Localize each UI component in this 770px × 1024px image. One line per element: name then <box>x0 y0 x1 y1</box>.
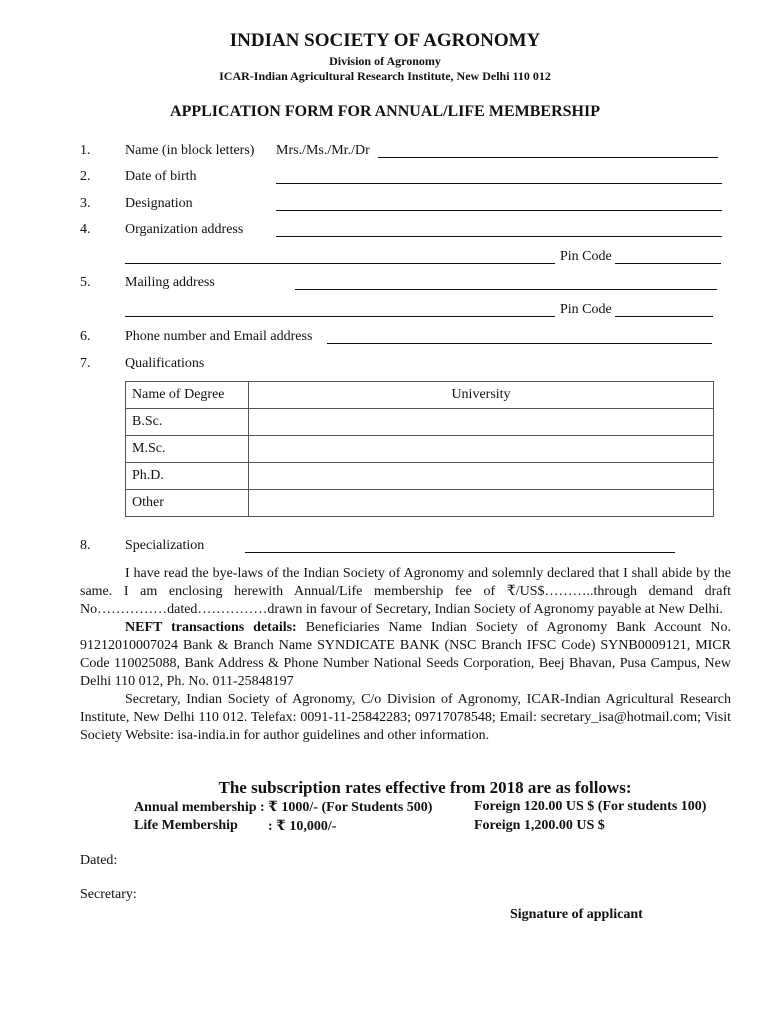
life-membership-rate: : ₹ 10,000/- <box>268 819 337 834</box>
designation-label: Designation <box>125 196 193 211</box>
table-row <box>126 463 714 490</box>
form-title: APPLICATION FORM FOR ANNUAL/LIFE MEMBERSHIP <box>170 103 600 120</box>
item-number-7: 7. <box>80 356 91 371</box>
degree-column-header: Name of Degree <box>126 382 249 409</box>
name-label: Name (in block letters) <box>125 143 255 158</box>
neft-paragraph <box>80 619 731 691</box>
table-header-row <box>126 382 714 409</box>
mailing-address-field[interactable] <box>295 289 717 290</box>
org-address-line2-field[interactable] <box>125 263 555 264</box>
mailing-address-label: Mailing address <box>125 275 215 290</box>
org-address-label: Organization address <box>125 222 244 237</box>
annual-membership-rate: Annual membership : ₹ 1000/- (For Students 500) <box>134 800 433 815</box>
university-column-header: University <box>249 382 714 409</box>
item-number-3: 3. <box>80 196 91 211</box>
phone-email-label: Phone number and Email address <box>125 329 313 344</box>
table-row <box>126 490 714 517</box>
item-number-8: 8. <box>80 538 91 553</box>
dob-label: Date of birth <box>125 169 197 184</box>
degree-cell: Other <box>126 490 249 517</box>
annual-foreign-rate: Foreign 120.00 US $ (For students 100) <box>474 799 707 814</box>
qualifications-table <box>125 381 714 517</box>
institute-name: ICAR-Indian Agricultural Research Institute, New Delhi 110 012 <box>219 69 551 83</box>
university-cell[interactable] <box>249 490 714 517</box>
neft-label: NEFT transactions details: <box>125 620 297 635</box>
degree-cell: Ph.D. <box>126 463 249 490</box>
org-pin-field[interactable] <box>615 263 721 264</box>
degree-cell: B.Sc. <box>126 409 249 436</box>
declaration-block <box>80 565 731 745</box>
society-title: INDIAN SOCIETY OF AGRONOMY <box>229 30 541 51</box>
life-foreign-rate: Foreign 1,200.00 US $ <box>474 818 605 833</box>
specialization-label: Specialization <box>125 538 205 553</box>
secretary-address-paragraph: Secretary, Indian Society of Agronomy, C/o Division of Agronomy, ICAR-Indian Agricultural Research Institute, New Delhi 110 012. Telefax: 0091-11-25842283; 09717078548; Email: secretary_isa@hotmail.com; Visit Society Website: isa-india.in for author guidelines and other information. <box>80 692 731 743</box>
mailing-pin-field[interactable] <box>615 316 713 317</box>
item-number-1: 1. <box>80 143 91 158</box>
university-cell[interactable] <box>249 409 714 436</box>
secretary-label: Secretary: <box>80 887 137 902</box>
table-row <box>126 436 714 463</box>
dated-label: Dated: <box>80 853 118 868</box>
dob-field[interactable] <box>276 183 722 184</box>
division-name: Division of Agronomy <box>329 54 441 68</box>
rates-heading: The subscription rates effective from 2018 are as follows: <box>218 778 632 797</box>
university-cell[interactable] <box>249 436 714 463</box>
degree-cell: M.Sc. <box>126 436 249 463</box>
item-number-2: 2. <box>80 169 91 184</box>
phone-email-field[interactable] <box>327 343 712 344</box>
org-pin-label: Pin Code <box>560 249 612 264</box>
name-title-prefix: Mrs./Ms./Mr./Dr <box>276 143 370 158</box>
specialization-field[interactable] <box>245 552 675 553</box>
designation-field[interactable] <box>276 210 722 211</box>
mailing-address-line2-field[interactable] <box>125 316 555 317</box>
signature-label: Signature of applicant <box>510 907 643 922</box>
neft-details: Beneficiaries Name Indian Society of Agronomy Bank Account No. 91212010007024 Bank & Branch Name SYNDICATE BANK (NSC Branch IFSC Code) SYNB0009121, MICR Code 110025088, Bank Address & Phone Number National Seeds Corporation, Beej Bhavan, Pusa Campus, New Delhi 110 012, Ph. No. 011-25848197 <box>80 620 731 689</box>
name-field[interactable] <box>378 157 718 158</box>
declaration-paragraph: I have read the bye-laws of the Indian Society of Agronomy and solemnly declared that I shall abide by the same. I am enclosing herewith Annual/Life membership fee of ₹/US$………..through demand draft No……………dated……………drawn in favour of Secretary, Indian Society of Agronomy payable at New Delhi. <box>80 566 731 617</box>
qualifications-label: Qualifications <box>125 356 205 371</box>
item-number-4: 4. <box>80 222 91 237</box>
university-cell[interactable] <box>249 463 714 490</box>
life-membership-label: Life Membership <box>134 818 238 833</box>
mailing-pin-label: Pin Code <box>560 302 612 317</box>
item-number-5: 5. <box>80 275 91 290</box>
org-address-field[interactable] <box>276 236 722 237</box>
item-number-6: 6. <box>80 329 91 344</box>
table-row <box>126 409 714 436</box>
